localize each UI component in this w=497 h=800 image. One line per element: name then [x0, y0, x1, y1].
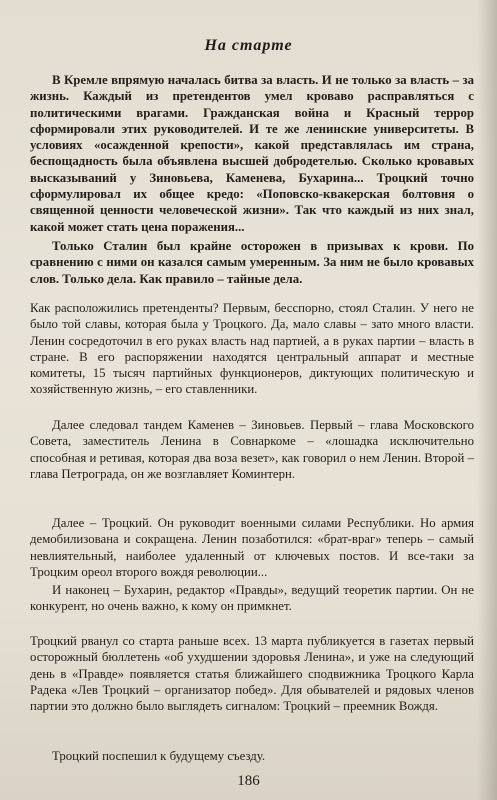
paragraph-6: И наконец – Бухарин, редактор «Правды», ведущий теоретик партии. Он не конкурент, но очень важно, к кому он примкнет.: [30, 583, 474, 614]
paragraph-1: В Кремле впрямую началась битва за власть. И не только за власть – за жизнь. Каждый из претендентов умел кроваво расправляться с политическими врагами. Гражданская война и Красный террор сформировали этих руководителей. И те же ленинские университеты. В условиях «осажденной крепости», какой представлялась им страна, беспощадность была объявлена высшей добродетелью. Сколько кровавых высказываний у Зиновьева, Каменева, Бухарина... Троцкий точно сформулировал их общее кредо: «Поповско-квакерская болтовня о священной ценности человеческой жизни». Так что каждый из них знал, какой может стать цена поражения...: [30, 73, 474, 234]
paragraph-7: Троцкий рванул со старта раньше всех. 13 марта публикуется в газетах первый осторожный бюллетень «об ухудшении здоровья Ленина», и уже на следующий день в «Правде» появляется статья ближайшего сподвижника Троцкого Карла Радека «Лев Троцкий – организатор побед». Для обывателей и рядовых членов партии это должно было выглядеть сигналом: Троцкий – преемник Вождя.: [30, 634, 474, 714]
page-gutter-shadow: [477, 0, 497, 800]
paragraph-5: Далее – Троцкий. Он руководит военными силами Республики. Но армия демобилизована и сокращена. Ленин позаботился: «брат-враг» теперь – самый невлиятельный, наиболее удаленный от ключевых постов. И все-таки за Троцким ореол второго вождя революции...: [30, 516, 474, 579]
paragraph-2: Только Сталин был крайне осторожен в призывах к крови. По сравнению с ними он казался самым умеренным. За ним не было кровавых слов. Только дела. Как правило – тайные дела.: [30, 239, 474, 286]
paragraph-4: Далее следовал тандем Каменев – Зиновьев. Первый – глава Московского Совета, заместитель Ленина в Совнаркоме – «лошадка исключительно способная и ретивая, которая два воза везет», как говорил о нем Ленин. Второй – глава Петрограда, он же возглавляет Коминтерн.: [30, 418, 474, 481]
chapter-title: На старте: [204, 37, 293, 54]
paragraph-3: Как расположились претенденты? Первым, бесспорно, стоял Сталин. У него не было той славы, которая была у Троцкого. Да, мало славы – зато много власти. Ленин сосредоточил в его руках власть над партией, а в руках партии – власть в стране. В его распоряжении находятся центральный аппарат и местные комитеты, 15 тысяч партийных функционеров, диктующих политическую и хозяйственную жизнь, – его ставленники.: [30, 301, 474, 397]
paragraph-8: Троцкий поспешил к будущему съезду.: [52, 749, 266, 763]
page-number: 186: [237, 773, 260, 789]
